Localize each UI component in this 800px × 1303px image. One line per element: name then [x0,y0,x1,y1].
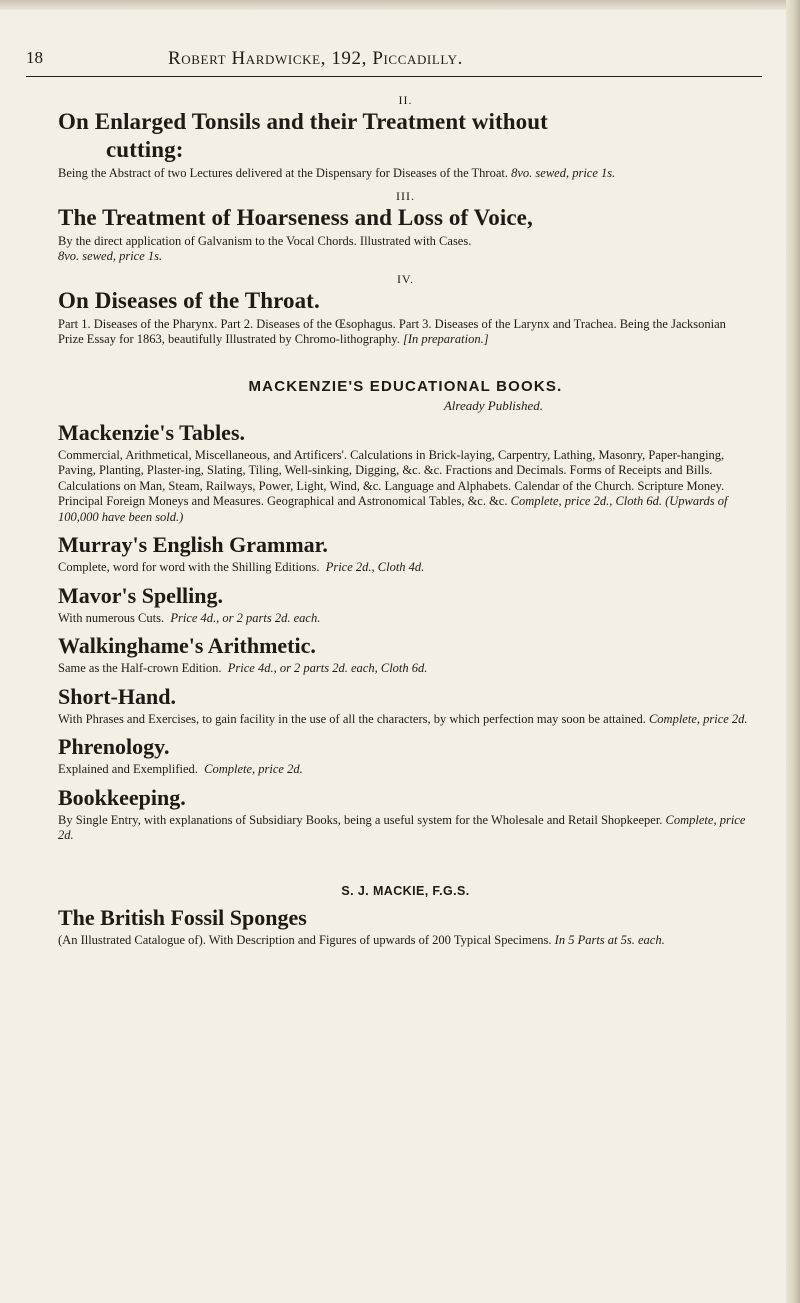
book-price: Complete, price 2d., Cloth 6d. (Upwards of 100,000 have been sold.) [58,494,728,524]
book-description [58,560,753,576]
book-description [58,762,753,778]
book-title: The British Fossil Sponges [58,904,307,930]
work-title: On Diseases of the Throat. [58,287,320,313]
book-description [58,712,753,728]
book-title: Walkinghame's Arithmetic. [58,633,316,658]
work-title: The Treatment of Hoarseness and Loss of Voice, [58,204,533,230]
book-description-text: With numerous Cuts. [58,610,165,625]
book-description [58,933,753,949]
work-entry [58,271,753,348]
book-description-text: Explained and Exemplified. [58,762,198,776]
book-description-text: Same as the Half-crown Edition. [58,661,222,675]
book-title: Mackenzie's Tables. [58,419,246,445]
book-description-text: (An Illustrated Catalogue of). With Description and Figures of upwards of 200 Typical Specimens. [58,932,552,947]
work-price: 8vo. sewed, price 1s. [511,166,616,180]
work-numeral: IV. [396,271,415,286]
book-title: Mavor's Spelling. [58,582,224,608]
section-note: Already Published. [443,397,543,413]
work-title-continued: cutting: [106,137,184,162]
book-price: Price 4d., or 2 parts 2d. each, Cloth 6d. [227,661,428,675]
book-entry [58,632,753,677]
book-description [58,813,753,844]
book-entry [58,904,753,949]
running-head [26,36,762,77]
page-right-edge [786,0,800,1303]
page-top-edge [0,0,800,10]
running-head-title: Robert Hardwicke, 192, Piccadilly. [168,48,463,69]
book-entry [58,531,753,576]
work-numeral: II. [398,93,413,107]
work-title: On Enlarged Tonsils and their Treatment without [58,109,548,134]
work-description-text: Being the Abstract of two Lectures delivered at the Dispensary for Diseases of the Throat. [58,166,508,180]
book-entry [58,784,753,844]
work-description [58,166,753,182]
page-number: 18 [26,48,43,67]
work-price: 8vo. sewed, price 1s. [58,249,163,263]
book-entry [58,419,753,526]
book-title: Short-Hand. [58,683,176,709]
book-title: Phrenology. [58,734,170,759]
book-price: Price 2d., Cloth 4d. [325,560,425,574]
book-price: Complete, price 2d. [58,812,746,842]
work-description [58,234,753,265]
book-price: Price 4d., or 2 parts 2d. each. [170,610,321,625]
book-description-text: Commercial, Arithmetical, Miscellaneous, and Artificers'. Calculations in Brick-laying, Carpentry, Lathing, Masonry, Paper-hanging, Paving, Planting, Plaster-ing, Slating, Tiling, Well-sinking, Digging, &c. &c. Fractions and Decimals. Forms of Receipts and Bills. Calculations on Man, Steam, Railways, Power, Light, Wind, &c. Language and Alphabets. Calendar of the Church. Scripture Money. Principal Foreign Moneys and Measures. Geographical and Astronomical Tables, &c. &c. [58,447,725,508]
work-description-text: By the direct application of Galvanism to the Vocal Chords. Illustrated with Cases. [58,233,472,248]
book-entry [58,582,753,627]
book-entry [58,683,753,728]
book-description-text: By Single Entry, with explanations of Subsidiary Books, being a useful system for the Wholesale and Retail Shopkeeper. [58,812,663,827]
book-price: Complete, price 2d. [204,762,303,776]
work-description-text: Part 1. Diseases of the Pharynx. Part 2. Diseases of the Œsophagus. Part 3. Diseases of the Larynx and Trachea. Being the Jacksonian Prize Essay for 1863, beautifully Illustrated by Chromo-lithography. [58,316,726,346]
work-entry [58,188,753,265]
work-description [58,317,753,348]
work-numeral: III. [396,188,415,203]
book-entry [58,733,753,778]
book-price: In 5 Parts at 5s. each. [554,932,665,947]
book-title: Bookkeeping. [58,784,186,810]
work-price: [In preparation.] [402,332,489,346]
section-heading: MACKENZIE'S EDUCATIONAL BOOKS. [248,377,563,395]
author-heading: S. J. MACKIE, F.G.S. [341,883,470,898]
book-description-text: Complete, word for word with the Shilling Editions. [58,560,320,574]
book-description [58,611,753,627]
work-entry [58,92,753,182]
book-description-text: With Phrases and Exercises, to gain facility in the use of all the characters, by which perfection may soon be attained. [58,711,646,726]
book-title: Murray's English Grammar. [58,532,328,557]
book-description [58,661,753,677]
book-price: Complete, price 2d. [648,711,748,726]
book-description [58,448,753,526]
page-content [58,92,753,948]
